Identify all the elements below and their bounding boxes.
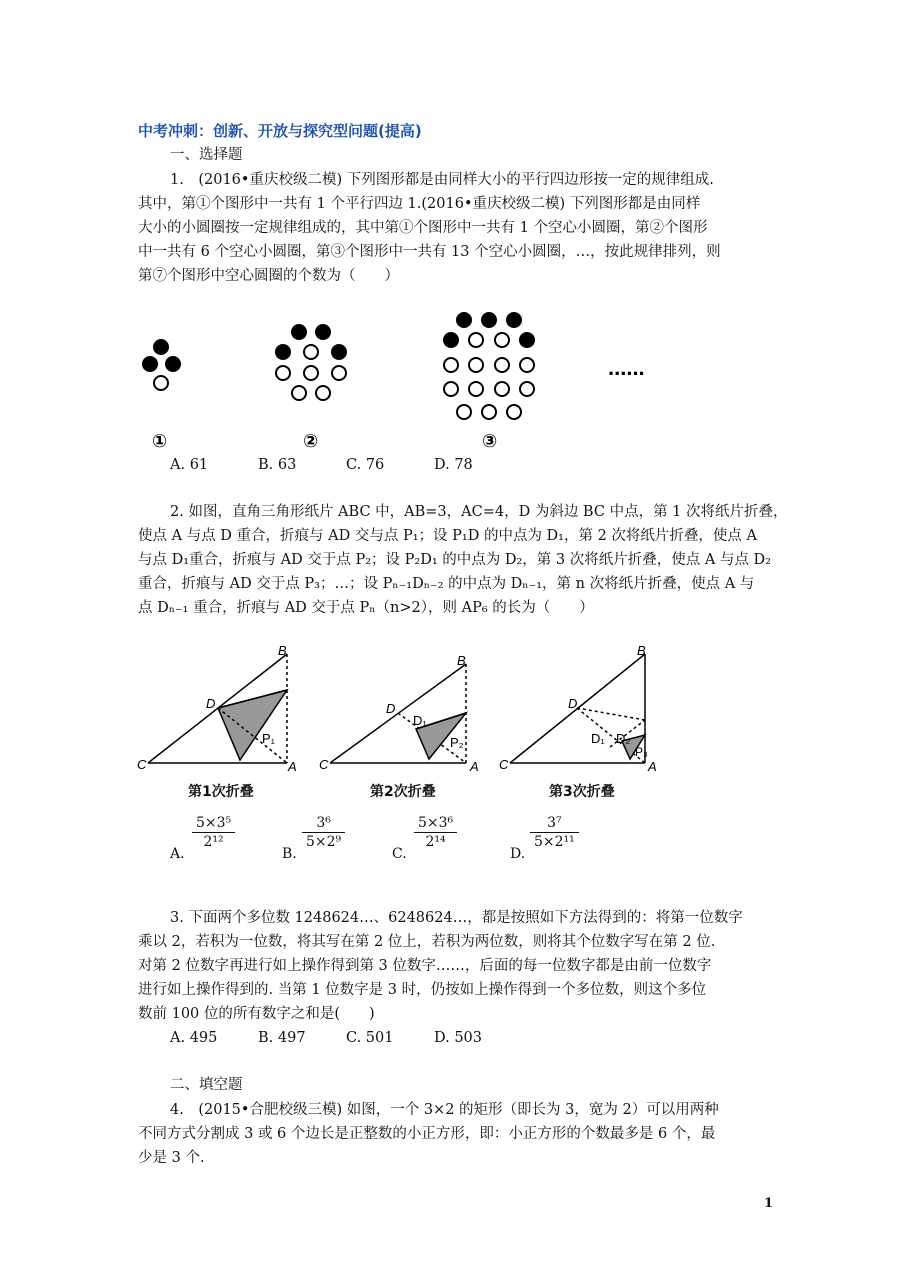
fig2-label-b: B: [457, 653, 466, 668]
q2-option-a-label: A.: [170, 846, 185, 862]
q3-line-3: 对第 2 位数字再进行如上操作得到第 3 位数字……，后面的每一位数字都是由前一位数字: [138, 958, 712, 974]
q3-option-d: D. 503: [434, 1030, 483, 1046]
q2-option-d-denominator: 5×2¹¹: [530, 832, 579, 850]
q2-option-b-label: B.: [282, 846, 297, 862]
section-heading-fill: 二、填空题: [170, 1077, 243, 1093]
fig3-label-d2: D₂: [616, 731, 631, 746]
fig2-label-c: C: [319, 757, 329, 772]
q1-ellipsis: ......: [608, 355, 645, 380]
page-number: 1: [764, 1196, 774, 1211]
fig3-label-p3: P₃: [635, 745, 648, 759]
q4-line-3: 少是 3 个.: [138, 1150, 205, 1166]
q1-line-5: 第⑦个图形中空心圆圈的个数为（ ）: [138, 268, 399, 284]
q2-option-d-fraction: [530, 815, 579, 850]
fig3-label-c: C: [499, 757, 509, 772]
q2-option-c-denominator: 2¹⁴: [414, 832, 457, 850]
q2-option-b-denominator: 5×2⁹: [302, 832, 345, 850]
q1-line-3: 大小的小圆圈按一定规律组成的，其中第①个图形中一共有 1 个空心小圆圈，第②个图形: [138, 220, 708, 236]
fig2-label-a: A: [470, 759, 479, 774]
q2-option-d-label: D.: [510, 846, 526, 862]
q2-line-3: 与点 D₁重合，折痕与 AD 交于点 P₂；设 P₂D₁ 的中点为 D₂，第 3 次将纸片折叠，使点 A 与点 D₂: [138, 552, 771, 568]
q2-caption-1: 第1次折叠: [188, 784, 254, 800]
q2-caption-3: 第3次折叠: [549, 784, 615, 800]
fig1-label-a: A: [288, 759, 297, 774]
q3-line-1: 3. 下面两个多位数 1248624…、6248624…，都是按照如下方法得到的：将第一位数字: [170, 910, 743, 926]
q3-option-b: B. 497: [258, 1030, 306, 1046]
q2-option-d-numerator: 3⁷: [547, 815, 562, 831]
fig1-label-p1: P₁: [262, 731, 276, 746]
q2-option-c-fraction: [414, 815, 457, 850]
fig2-label-d1: D₁: [413, 713, 427, 728]
fig1-label-b: B: [278, 643, 287, 658]
q1-figure-label-1: ①: [152, 431, 168, 451]
fig1-label-c: C: [137, 757, 147, 772]
q1-option-b: B. 63: [258, 457, 297, 473]
fig3-label-a: A: [648, 759, 657, 774]
fig3-label-d1: D₁: [591, 731, 605, 746]
q2-option-a-denominator: 2¹²: [192, 832, 235, 850]
fold-figure-1: [148, 654, 287, 763]
q3-option-a: A. 495: [170, 1030, 218, 1046]
q1-figure-label-2: ②: [303, 431, 319, 451]
q2-option-c-label: C.: [392, 846, 407, 862]
q2-option-a-fraction: [192, 815, 235, 850]
q4-line-2: 不同方式分割成 3 或 6 个边长是正整数的小正方形，即：小正方形的个数最多是 6 个，最: [138, 1126, 716, 1142]
q1-line-2: 其中，第①个图形中一共有 1 个平行四边 1.(2016•重庆校级二模) 下列图形都是由同样: [138, 196, 701, 212]
q1-figure-label-3: ③: [482, 431, 498, 451]
q3-line-4: 进行如上操作得到的. 当第 1 位数字是 3 时，仍按如上操作得到一个多位数，则这个多位: [138, 982, 707, 998]
q4-line-1: 4. (2015•合肥校级三模) 如图，一个 3×2 的矩形（即长为 3，宽为 2）可以用两种: [170, 1102, 719, 1118]
q2-option-b-fraction: [302, 815, 345, 850]
q3-option-c: C. 501: [346, 1030, 394, 1046]
fig2-label-p2: P₂: [450, 735, 464, 750]
page-title: 中考冲刺：创新、开放与探究型问题(提高): [138, 122, 422, 140]
section-heading-choice: 一、选择题: [170, 147, 243, 163]
q2-option-c-numerator: 5×3⁶: [418, 815, 454, 831]
q1-circle-pattern-figure: [130, 305, 690, 455]
q2-line-5: 点 Dₙ₋₁ 重合，折痕与 AD 交于点 Pₙ（n>2），则 AP₆ 的长为（ ）: [138, 600, 594, 616]
q2-line-4: 重合，折痕与 AD 交于点 P₃；…；设 Pₙ₋₁Dₙ₋₂ 的中点为 Dₙ₋₁，第 n 次将纸片折叠，使点 A 与: [138, 576, 755, 592]
q1-line-1: 1. (2016•重庆校级二模) 下列图形都是由同样大小的平行四边形按一定的规律组成.: [170, 172, 714, 188]
q2-option-b-numerator: 3⁶: [316, 815, 331, 831]
q1-option-a: A. 61: [170, 457, 209, 473]
q2-line-1: 2. 如图，直角三角形纸片 ABC 中，AB=3，AC=4，D 为斜边 BC 中点，第 1 次将纸片折叠，: [170, 504, 788, 520]
fold-figure-3: [510, 654, 645, 763]
fig2-label-d: D: [386, 701, 396, 716]
fig3-label-b: B: [637, 643, 646, 658]
q3-line-5: 数前 100 位的所有数字之和是( ): [138, 1006, 375, 1022]
q1-option-d: D. 78: [434, 457, 473, 473]
fig1-label-d: D: [206, 696, 216, 711]
q2-caption-2: 第2次折叠: [370, 784, 436, 800]
q2-line-2: 使点 A 与点 D 重合，折痕与 AD 交与点 P₁；设 P₁D 的中点为 D₁，第 2 次将纸片折叠，使点 A: [138, 528, 758, 544]
q1-line-4: 中一共有 6 个空心小圆圈，第③个图形中一共有 13 个空心小圆圈，…，按此规律排列，则: [138, 244, 721, 260]
fig3-label-d: D: [568, 696, 578, 711]
q1-option-c: C. 76: [346, 457, 385, 473]
fold-figure-2: [330, 664, 466, 763]
q3-line-2: 乘以 2，若积为一位数，将其写在第 2 位上，若积为两位数，则将其个位数字写在第 2 位.: [138, 934, 716, 950]
q2-option-a-numerator: 5×3⁵: [196, 815, 232, 831]
